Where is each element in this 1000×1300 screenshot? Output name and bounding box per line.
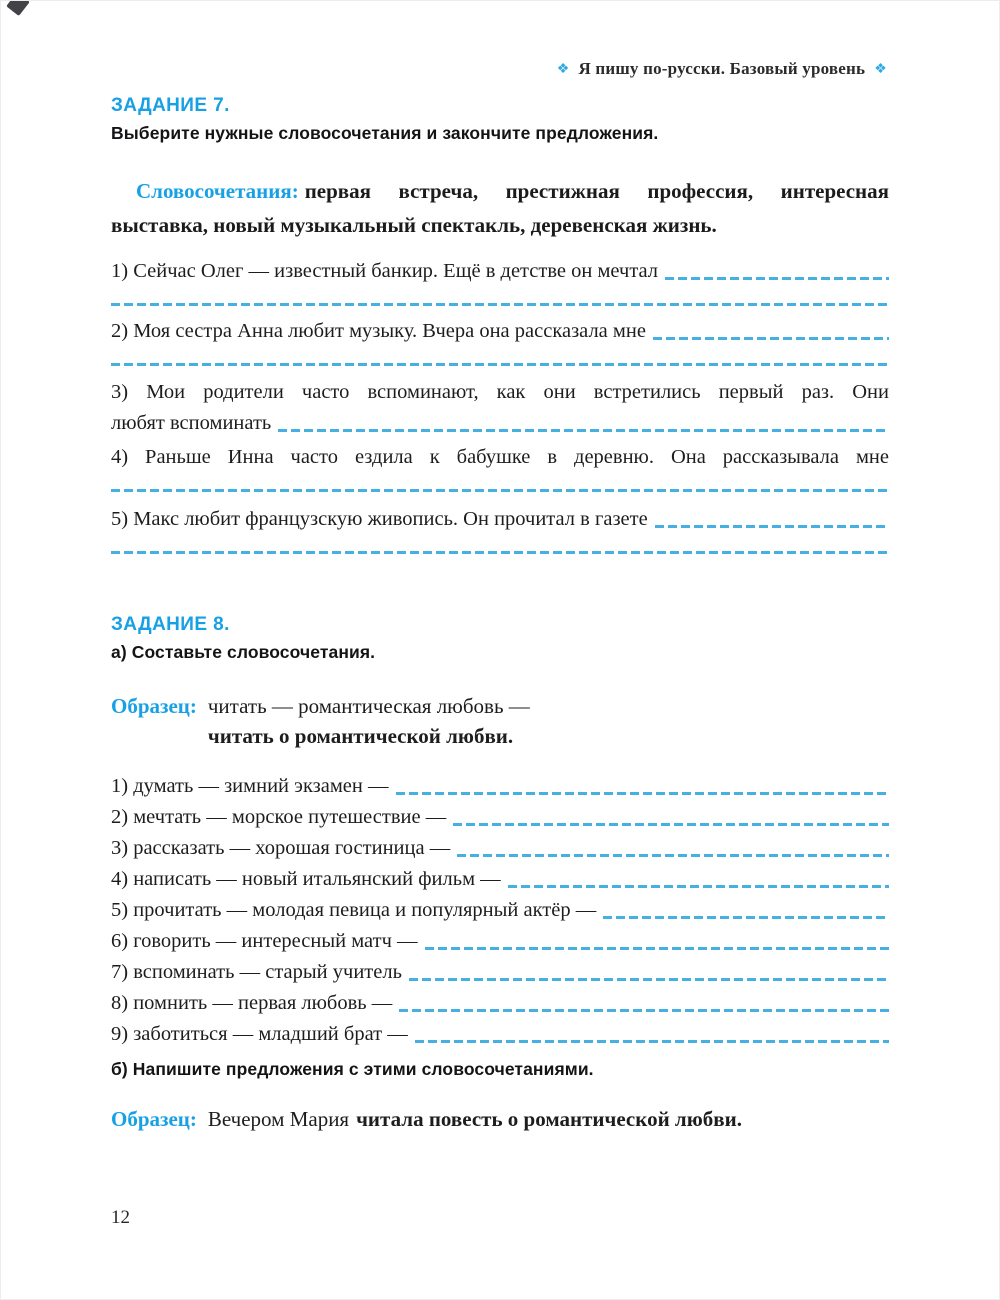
- combo-text: 1) думать — зимний экзамен —: [111, 775, 389, 797]
- task8-item-6: [111, 928, 889, 954]
- vocab-paragraph: [111, 174, 889, 242]
- task8-part-a-instruction: а) Составьте словосочетания.: [111, 642, 376, 662]
- combo-text: 3) рассказать — хорошая гостиница —: [111, 837, 451, 859]
- vocab-label: Словосочетания:: [136, 179, 299, 203]
- book-title: Я пишу по-русски. Базовый уровень: [578, 59, 866, 78]
- combo-text: 8) помнить — первая любовь —: [111, 992, 393, 1014]
- task8-example-b: [111, 1104, 889, 1134]
- task8-title: ЗАДАНИЕ 8.: [111, 614, 230, 635]
- answer-line: [111, 303, 889, 306]
- task8-part-b-instruction: б) Напишите предложения с этими словосочетаниями.: [111, 1059, 594, 1079]
- task7-title: ЗАДАНИЕ 7.: [111, 95, 230, 116]
- task8-item-8: [111, 990, 889, 1016]
- answer-blank: [457, 854, 889, 857]
- combo-text: 5) прочитать — молодая певица и популярный актёр —: [111, 899, 597, 921]
- ornament-diamond-icon: ❖: [556, 62, 570, 77]
- sentence-text: 1) Сейчас Олег — известный банкир. Ещё в детстве он мечтал: [111, 260, 659, 282]
- task7-item-2: [111, 318, 889, 344]
- example-bold-text: читала повесть о романтической любви.: [356, 1107, 742, 1131]
- task8-item-1: [111, 773, 889, 799]
- answer-blank: [655, 525, 889, 528]
- scan-artifact: [6, 0, 30, 16]
- vocab-text: первая встреча, престижная профессия, интересная выставка, новый музыкальный спектакль, деревенская жизнь.: [111, 179, 889, 237]
- answer-blank: [278, 429, 889, 432]
- sentence-text: 5) Макс любит французскую живопись. Он прочитал в газете: [111, 508, 648, 530]
- example-line1: читать — романтическая любовь —: [207, 694, 530, 718]
- task7-instruction: Выберите нужные словосочетания и закончите предложения.: [111, 123, 659, 143]
- answer-blank: [508, 885, 889, 888]
- task8-item-3: [111, 835, 889, 861]
- combo-text: 6) говорить — интересный матч —: [111, 930, 418, 952]
- example-line2: читать о романтической любви.: [207, 724, 514, 748]
- example-body: [208, 691, 530, 751]
- task7-item-3-line1: 3) Мои родители часто вспоминают, как они встретились первый раз. Они: [111, 381, 889, 403]
- answer-blank: [415, 1040, 889, 1043]
- task8-example: [111, 691, 889, 751]
- example-label: Образец:: [111, 1107, 197, 1131]
- answer-blank: [396, 792, 889, 795]
- ornament-diamond-icon: ❖: [874, 62, 887, 77]
- task7-item-4: 4) Раньше Инна часто ездила к бабушке в деревню. Она рассказывала мне: [111, 446, 889, 468]
- answer-blank: [399, 1009, 889, 1012]
- answer-blank: [425, 947, 889, 950]
- example-normal-text: Вечером Мария: [207, 1107, 350, 1131]
- page-number: 12: [111, 1207, 130, 1228]
- answer-blank: [409, 978, 889, 981]
- page-content: [111, 95, 889, 1134]
- combo-text: 4) написать — новый итальянский фильм —: [111, 868, 501, 890]
- task7-item-1: [111, 258, 889, 284]
- example-body: [208, 1104, 742, 1134]
- combo-text: 9) заботиться — младший брат —: [111, 1023, 408, 1045]
- answer-blank: [665, 277, 889, 280]
- task8-item-2: [111, 804, 889, 830]
- example-label: Образец:: [111, 694, 197, 718]
- task7-item-3-line2: [111, 410, 889, 436]
- task8-item-5: [111, 897, 889, 923]
- combo-text: 2) мечтать — морское путешествие —: [111, 806, 447, 828]
- answer-blank: [603, 916, 889, 919]
- answer-blank: [453, 823, 889, 826]
- combo-text: 7) вспоминать — старый учитель: [111, 961, 402, 983]
- task8-item-list: [111, 773, 889, 1047]
- task8-item-4: [111, 866, 889, 892]
- task7-item-5: [111, 506, 889, 532]
- sentence-text: 2) Моя сестра Анна любит музыку. Вчера она рассказала мне: [111, 320, 646, 342]
- running-header: [111, 59, 887, 79]
- answer-line: [111, 489, 889, 492]
- answer-blank: [653, 337, 889, 340]
- task8-item-7: [111, 959, 889, 985]
- answer-line: [111, 551, 889, 554]
- task8-item-9: [111, 1021, 889, 1047]
- sentence-text: любят вспоминать: [111, 412, 272, 434]
- answer-line: [111, 363, 889, 366]
